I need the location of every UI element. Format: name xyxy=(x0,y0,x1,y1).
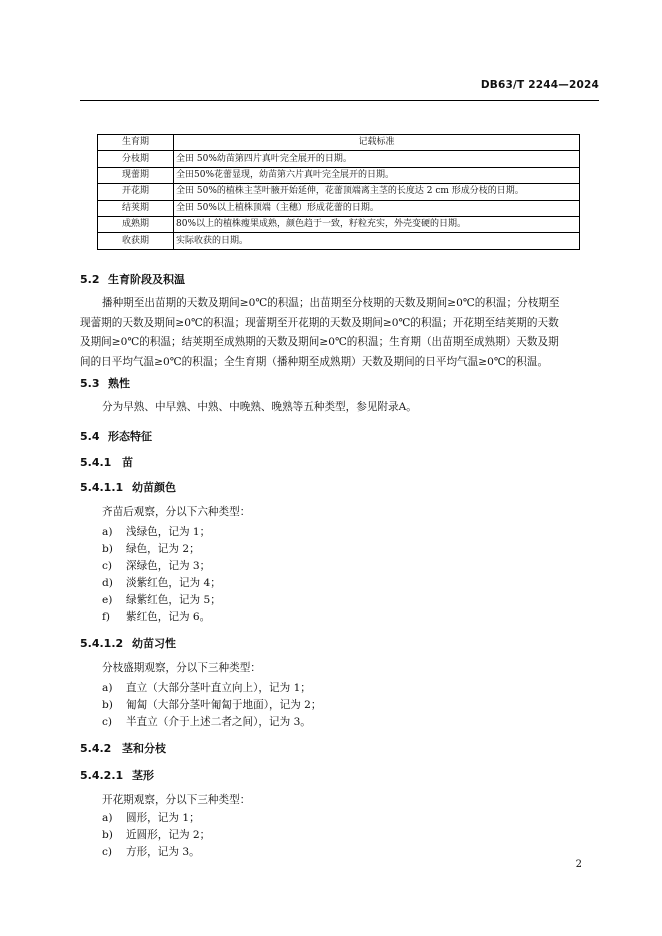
list-item xyxy=(102,810,200,825)
list-text: 直立（大部分茎叶直立向上），记为 1； xyxy=(126,682,311,694)
table-row xyxy=(98,200,580,216)
list-marker: a) xyxy=(102,526,113,538)
list-marker: c) xyxy=(102,846,113,858)
list-text: 紫红色，记为 6。 xyxy=(126,611,211,623)
section-title: 形态特征 xyxy=(108,430,152,443)
table-cell-period: 分枝期 xyxy=(98,151,174,167)
list-text: 深绿色，记为 3； xyxy=(126,560,211,572)
section-heading-5-2 xyxy=(80,271,185,287)
table-cell-standard: 80%以上的植株瘦果成熟，颜色趋于一致，籽粒充实，外壳变硬的日期。 xyxy=(174,216,580,232)
section-heading-5-3 xyxy=(80,375,130,391)
list-item xyxy=(102,575,221,590)
table-header-cell: 记载标准 xyxy=(174,135,580,151)
list-item xyxy=(102,609,210,624)
list-marker: b) xyxy=(102,829,113,841)
paragraph-intro: 分枝盛期观察，分以下三种类型： xyxy=(102,662,261,674)
list-item xyxy=(102,844,200,859)
table-cell-period: 开花期 xyxy=(98,184,174,200)
paragraph-intro: 开花期观察，分以下三种类型： xyxy=(102,794,251,806)
section-heading-5-4-2 xyxy=(80,740,166,756)
table-row xyxy=(98,151,580,167)
paragraph-accumulated-temperature xyxy=(80,294,600,372)
table-cell-standard: 实际收获的日期。 xyxy=(174,233,580,249)
table-row xyxy=(98,184,580,200)
section-number: 5.3 xyxy=(80,377,100,390)
section-number: 5.4.1 xyxy=(80,456,112,469)
section-heading-5-4-1 xyxy=(80,454,133,470)
table-cell-period: 现蕾期 xyxy=(98,167,174,183)
section-number: 5.4.1.2 xyxy=(80,637,124,650)
list-marker: b) xyxy=(102,543,113,555)
table-cell-standard: 全田 50%以上植株顶端（主穗）形成花蕾的日期。 xyxy=(174,200,580,216)
list-marker: c) xyxy=(102,560,113,572)
section-number: 5.4.1.1 xyxy=(80,481,124,494)
list-item xyxy=(102,680,311,695)
section-title: 生育阶段及积温 xyxy=(108,273,185,286)
list-text: 近圆形，记为 2； xyxy=(126,829,211,841)
paragraph-line: 及期间≥0℃的积温；结荚期至成熟期的天数及期间≥0℃的积温；生育期（出苗期至成熟期）天数及期 xyxy=(80,336,559,348)
section-title: 茎和分枝 xyxy=(122,742,166,755)
section-number: 5.4.2.1 xyxy=(80,769,124,782)
list-item xyxy=(102,541,200,556)
list-marker: a) xyxy=(102,682,113,694)
list-text: 绿紫红色，记为 5； xyxy=(126,594,221,606)
paragraph-line: 播种期至出苗期的天数及期间≥0℃的积温；出苗期至分枝期的天数及期间≥0℃的积温；分枝期至 xyxy=(102,297,560,309)
list-item xyxy=(102,697,322,712)
list-text: 半直立（介于上述二者之间），记为 3。 xyxy=(126,716,311,728)
section-title: 幼苗颜色 xyxy=(132,481,176,494)
section-title: 苗 xyxy=(122,456,133,469)
section-number: 5.4.2 xyxy=(80,742,112,755)
table-cell-period: 收获期 xyxy=(98,233,174,249)
table-row xyxy=(98,233,580,249)
table-cell-standard: 全田 50%幼苗第四片真叶完全展开的日期。 xyxy=(174,151,580,167)
paragraph-line: 现蕾期的天数及期间≥0℃的积温；现蕾期至开花期的天数及期间≥0℃的积温；开花期至结荚期的天数 xyxy=(80,316,559,329)
section-title: 幼苗习性 xyxy=(132,637,176,650)
list-text: 方形，记为 3。 xyxy=(126,846,200,858)
paragraph-maturity: 分为早熟、中早熟、中熟、中晚熟、晚熟等五种类型，参见附录A。 xyxy=(102,401,417,413)
section-heading-5-4-1-2 xyxy=(80,635,176,651)
section-heading-5-4-2-1 xyxy=(80,767,154,783)
list-text: 绿色，记为 2； xyxy=(126,543,200,555)
standard-code: DB63/T 2244—2024 xyxy=(480,79,599,91)
list-item xyxy=(102,558,210,573)
list-text: 圆形，记为 1； xyxy=(126,812,200,824)
list-item xyxy=(102,714,311,729)
table-header-cell: 生育期 xyxy=(98,135,174,151)
list-text: 匍匐（大部分茎叶匍匐于地面），记为 2； xyxy=(126,699,322,711)
list-marker: d) xyxy=(102,577,113,589)
table-cell-standard: 全田50%花蕾显现，幼苗第六片真叶完全展开的日期。 xyxy=(174,167,580,183)
table-header-row xyxy=(98,135,580,151)
list-marker: b) xyxy=(102,699,113,711)
list-item xyxy=(102,524,210,539)
page-number: 2 xyxy=(575,859,582,870)
list-text: 浅绿色，记为 1； xyxy=(126,526,211,538)
list-marker: e) xyxy=(102,594,113,606)
growth-period-table xyxy=(97,134,580,250)
section-title: 熟性 xyxy=(108,377,130,390)
list-item xyxy=(102,827,210,842)
table-cell-period: 结荚期 xyxy=(98,200,174,216)
list-item xyxy=(102,592,221,607)
section-number: 5.4 xyxy=(80,430,100,443)
table-row xyxy=(98,216,580,232)
list-marker: a) xyxy=(102,812,113,824)
list-marker: c) xyxy=(102,716,113,728)
paragraph-intro: 齐苗后观察，分以下六种类型： xyxy=(102,506,251,518)
table-cell-standard: 全田 50%的植株主茎叶腋开始延伸，花蕾顶端离主茎的长度达 2 cm 形成分枝的日期。 xyxy=(174,184,580,200)
table-row xyxy=(98,167,580,183)
section-number: 5.2 xyxy=(80,273,100,286)
section-title: 茎形 xyxy=(132,769,154,782)
list-marker: f) xyxy=(102,611,111,623)
section-heading-5-4-1-1 xyxy=(80,479,176,495)
header-rule xyxy=(80,100,599,101)
list-text: 淡紫红色，记为 4； xyxy=(126,577,221,589)
section-heading-5-4 xyxy=(80,428,152,444)
paragraph-line: 间的日平均气温≥0℃的积温；全生育期（播种期至成熟期）天数及期间的日平均气温≥0℃的积温。 xyxy=(80,355,549,368)
table-cell-period: 成熟期 xyxy=(98,216,174,232)
